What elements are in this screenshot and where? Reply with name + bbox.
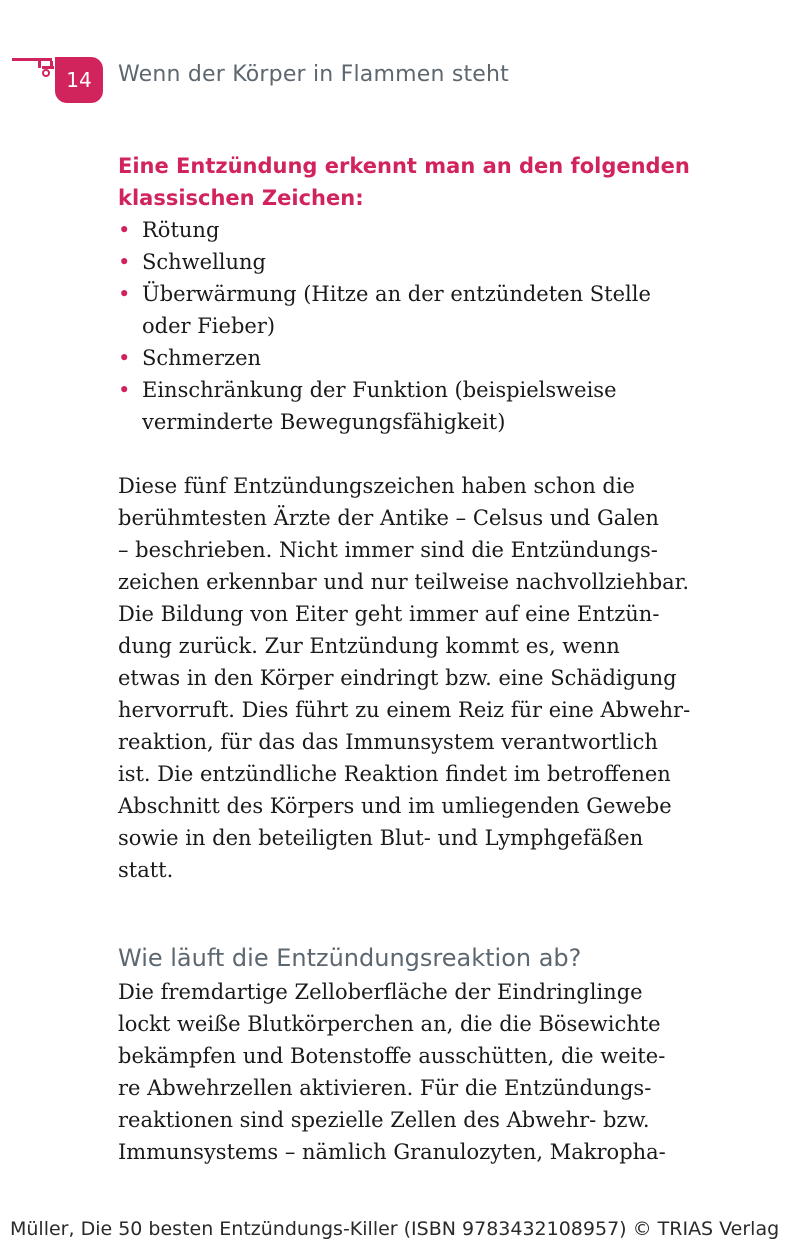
intro-heading-line: Eine Entzündung erkennt man an den folgenden [118,154,690,178]
list-item-text: Schwellung [142,250,267,274]
text-line: reaktionen sind spezielle Zellen des Abwehr- bzw. [118,1108,650,1132]
page-header [0,48,788,104]
text-line: sowie in den beteiligten Blut- und Lymphgefäßen [118,826,644,850]
text-line: etwas in den Körper eindringt bzw. eine Schädigung [118,666,677,690]
list-item [118,246,718,278]
text-line: hervorruft. Dies führt zu einem Reiz für eine Abwehr- [118,698,691,722]
running-title: Wenn der Körper in Flammen steht [118,62,510,87]
list-item-text: oder Fieber) [142,314,276,338]
decorative-bracket-icon [12,52,56,86]
text-line: bekämpfen und Botenstoffe ausschütten, die weite- [118,1044,666,1068]
text-line: Die fremdartige Zelloberfläche der Eindringlinge [118,980,643,1004]
list-item-text: Rötung [142,218,220,242]
bullet-icon: • [118,378,131,402]
text-line: reaktion, für das das Immunsystem verantwortlich [118,730,658,754]
page-number-badge: 14 [55,57,103,103]
bullet-icon: • [118,250,131,274]
list-item [118,278,718,342]
text-line: lockt weiße Blutkörperchen an, die die Bösewichte [118,1012,661,1036]
list-item-text: Überwärmung (Hitze an der entzündeten Stelle [142,282,651,306]
text-line: re Abwehrzellen aktivieren. Für die Entzündungs- [118,1076,652,1100]
text-line: berühmtesten Ärzte der Antike – Celsus und Galen [118,506,659,530]
text-line: Diese fünf Entzündungszeichen haben schon die [118,474,635,498]
text-line: dung zurück. Zur Entzündung kommt es, wenn [118,634,620,658]
text-line: Die Bildung von Eiter geht immer auf eine Entzün- [118,602,660,626]
section-heading: Wie läuft die Entzündungsreaktion ab? [118,944,582,972]
list-item-text: Schmerzen [142,346,262,370]
bullet-icon: • [118,282,131,306]
bullet-icon: • [118,346,131,370]
list-item [118,374,718,438]
list-item-text: verminderte Bewegungsfähigkeit) [142,410,506,434]
footer-citation: Müller, Die 50 besten Entzündungs-Killer (ISBN 9783432108957) © TRIAS Verlag [10,1218,780,1240]
body-paragraph [118,976,718,1168]
body-paragraph [118,470,718,886]
text-line: Abschnitt des Körpers und im umliegenden Gewebe [118,794,672,818]
list-item-text: Einschränkung der Funktion (beispielsweise [142,378,617,402]
text-line: statt. [118,858,174,882]
list-item [118,342,718,374]
text-line: zeichen erkennbar und nur teilweise nachvollziehbar. [118,570,690,594]
bullet-icon: • [118,218,131,242]
main-content [118,150,718,1168]
list-item [118,214,718,246]
inflammation-signs-list [118,214,718,438]
intro-heading [118,150,718,214]
intro-heading-line: klassischen Zeichen: [118,186,364,210]
text-line: – beschrieben. Nicht immer sind die Entzündungs- [118,538,658,562]
text-line: Immunsystems – nämlich Granulozyten, Makropha- [118,1140,666,1164]
text-line: ist. Die entzündliche Reaktion findet im betroffenen [118,762,671,786]
